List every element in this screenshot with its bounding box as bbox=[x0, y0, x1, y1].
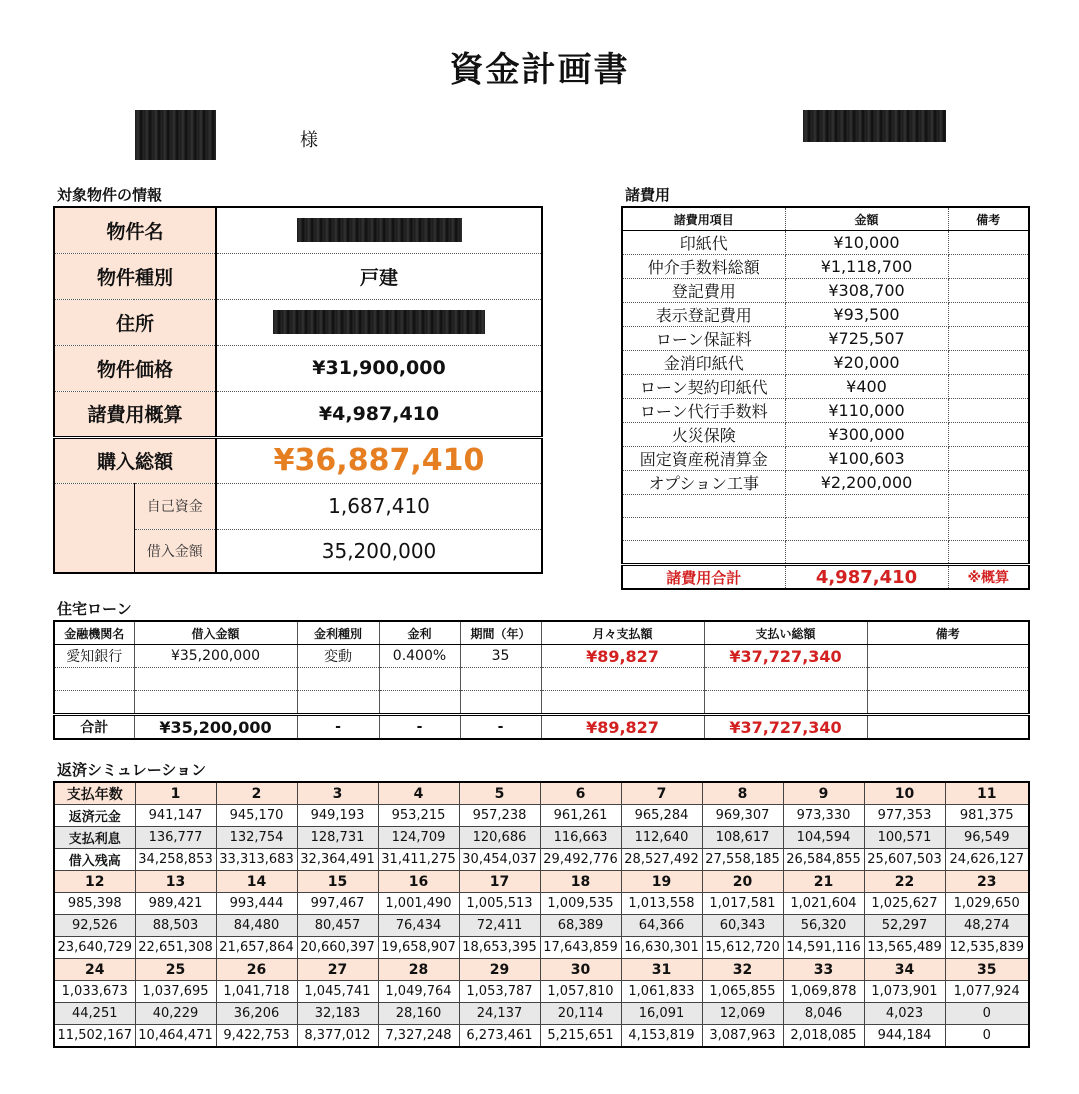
sim-cell-interest: 8,046 bbox=[783, 1003, 864, 1025]
sim-year: 16 bbox=[378, 871, 459, 893]
sim-cell-balance: 0 bbox=[945, 1025, 1029, 1048]
sim-cell-interest: 28,160 bbox=[378, 1003, 459, 1025]
sim-year: 9 bbox=[783, 782, 864, 805]
sim-cell-principal: 949,193 bbox=[297, 805, 378, 827]
fee-item-amount: ¥110,000 bbox=[785, 399, 948, 423]
sim-year: 21 bbox=[783, 871, 864, 893]
fee-item-name: 印紙代 bbox=[622, 231, 785, 255]
sim-cell-balance: 17,643,859 bbox=[540, 937, 621, 959]
loan-sum-note bbox=[867, 715, 1029, 740]
loan-header-amount: 借入金額 bbox=[134, 621, 297, 645]
sim-year: 32 bbox=[702, 959, 783, 981]
loan-sum-total: ¥37,727,340 bbox=[704, 715, 867, 740]
total-purchase-value: ¥36,887,410 bbox=[216, 437, 542, 483]
sim-year: 3 bbox=[297, 782, 378, 805]
sim-cell-principal: 1,073,901 bbox=[864, 981, 945, 1003]
sim-cell-interest: 80,457 bbox=[297, 915, 378, 937]
sim-cell-interest: 0 bbox=[945, 1003, 1029, 1025]
fee-item-note bbox=[948, 471, 1029, 495]
loan-sum-dash: - bbox=[379, 715, 460, 740]
sim-year: 8 bbox=[702, 782, 783, 805]
fee-row bbox=[622, 375, 1029, 399]
loan-bank: 愛知銀行 bbox=[54, 645, 134, 668]
loan-header-note: 備考 bbox=[867, 621, 1029, 645]
sim-year: 4 bbox=[378, 782, 459, 805]
fees-header-amount: 金額 bbox=[785, 207, 948, 231]
sim-year: 7 bbox=[621, 782, 702, 805]
sim-cell-balance: 24,626,127 bbox=[945, 849, 1029, 871]
sim-cell-interest: 72,411 bbox=[459, 915, 540, 937]
fee-row bbox=[622, 423, 1029, 447]
fees-table bbox=[621, 206, 1030, 590]
loan-sum-dash: - bbox=[297, 715, 379, 740]
sim-row-principal bbox=[54, 893, 1029, 915]
sim-cell-balance: 20,660,397 bbox=[297, 937, 378, 959]
sim-year: 11 bbox=[945, 782, 1029, 805]
fee-item-amount: ¥300,000 bbox=[785, 423, 948, 447]
sim-cell-principal: 989,421 bbox=[135, 893, 216, 915]
fees-section-title: 諸費用 bbox=[625, 186, 671, 204]
sim-cell-principal: 1,061,833 bbox=[621, 981, 702, 1003]
property-section-title: 対象物件の情報 bbox=[57, 186, 163, 204]
sim-cell-interest: 48,274 bbox=[945, 915, 1029, 937]
sim-row-years bbox=[54, 871, 1029, 893]
price-label: 物件価格 bbox=[54, 345, 216, 391]
sim-row-balance bbox=[54, 937, 1029, 959]
sim-cell-balance: 3,087,963 bbox=[702, 1025, 783, 1048]
sim-year: 29 bbox=[459, 959, 540, 981]
sim-cell-principal: 1,057,810 bbox=[540, 981, 621, 1003]
fee-item-amount: ¥10,000 bbox=[785, 231, 948, 255]
fee-item-name: 固定資産税清算金 bbox=[622, 447, 785, 471]
sim-cell-interest: 32,183 bbox=[297, 1003, 378, 1025]
sim-cell-balance: 15,612,720 bbox=[702, 937, 783, 959]
sim-row-interest bbox=[54, 827, 1029, 849]
fee-item-note bbox=[948, 231, 1029, 255]
sim-cell-principal: 1,049,764 bbox=[378, 981, 459, 1003]
sim-year: 24 bbox=[54, 959, 135, 981]
sim-cell-interest: 16,091 bbox=[621, 1003, 702, 1025]
sim-cell-principal: 945,170 bbox=[216, 805, 297, 827]
sim-cell-principal: 1,009,535 bbox=[540, 893, 621, 915]
sim-cell-interest: 76,434 bbox=[378, 915, 459, 937]
property-type-label: 物件種別 bbox=[54, 253, 216, 299]
fee-item-name bbox=[622, 518, 785, 541]
label-indent bbox=[54, 529, 134, 573]
sim-cell-interest: 20,114 bbox=[540, 1003, 621, 1025]
fee-row bbox=[622, 231, 1029, 255]
sim-year: 28 bbox=[378, 959, 459, 981]
fee-item-note bbox=[948, 447, 1029, 471]
loan-total: ¥37,727,340 bbox=[704, 645, 867, 668]
sim-cell-balance: 22,651,308 bbox=[135, 937, 216, 959]
sim-cell-interest: 96,549 bbox=[945, 827, 1029, 849]
redacted-property-name bbox=[297, 218, 462, 242]
sim-year: 17 bbox=[459, 871, 540, 893]
sim-row-years bbox=[54, 782, 1029, 805]
sim-cell-principal: 1,021,604 bbox=[783, 893, 864, 915]
sim-cell-interest: 112,640 bbox=[621, 827, 702, 849]
sim-cell-interest: 56,320 bbox=[783, 915, 864, 937]
sim-year: 19 bbox=[621, 871, 702, 893]
sim-cell-balance: 8,377,012 bbox=[297, 1025, 378, 1048]
fee-item-amount bbox=[785, 541, 948, 565]
fee-item-amount: ¥93,500 bbox=[785, 303, 948, 327]
fees-header-note: 備考 bbox=[948, 207, 1029, 231]
sim-cell-principal: 969,307 bbox=[702, 805, 783, 827]
simulation-table bbox=[53, 781, 1030, 1048]
sim-cell-principal: 1,077,924 bbox=[945, 981, 1029, 1003]
sim-cell-principal: 1,025,627 bbox=[864, 893, 945, 915]
fee-item-note bbox=[948, 303, 1029, 327]
sim-cell-interest: 120,686 bbox=[459, 827, 540, 849]
loan-sum-label: 合計 bbox=[54, 715, 134, 740]
sim-cell-principal: 997,467 bbox=[297, 893, 378, 915]
fee-item-amount: ¥1,118,700 bbox=[785, 255, 948, 279]
fee-item-note bbox=[948, 375, 1029, 399]
property-name-value bbox=[216, 207, 542, 253]
sim-row-interest bbox=[54, 915, 1029, 937]
fee-item-amount: ¥20,000 bbox=[785, 351, 948, 375]
fee-row bbox=[622, 255, 1029, 279]
fee-item-note bbox=[948, 327, 1029, 351]
sim-cell-interest: 12,069 bbox=[702, 1003, 783, 1025]
fee-item-amount: ¥725,507 bbox=[785, 327, 948, 351]
fee-item-name: 金消印紙代 bbox=[622, 351, 785, 375]
fees-total-value: 4,987,410 bbox=[785, 565, 948, 590]
loan-header-term: 期間（年） bbox=[460, 621, 541, 645]
fee-row bbox=[622, 541, 1029, 565]
sim-row-label: 支払利息 bbox=[54, 827, 135, 849]
sim-year: 13 bbox=[135, 871, 216, 893]
fees-total-label: 諸費用合計 bbox=[622, 565, 785, 590]
loan-header-total: 支払い総額 bbox=[704, 621, 867, 645]
sim-year: 12 bbox=[54, 871, 135, 893]
loan-table bbox=[53, 620, 1030, 740]
sim-cell-balance: 14,591,116 bbox=[783, 937, 864, 959]
sim-year: 35 bbox=[945, 959, 1029, 981]
own-funds-label: 自己資金 bbox=[134, 483, 216, 529]
sim-cell-principal: 1,001,490 bbox=[378, 893, 459, 915]
sim-year: 27 bbox=[297, 959, 378, 981]
own-funds-value: 1,687,410 bbox=[216, 483, 542, 529]
sim-cell-balance: 2,018,085 bbox=[783, 1025, 864, 1048]
fee-item-amount: ¥400 bbox=[785, 375, 948, 399]
sim-cell-balance: 28,527,492 bbox=[621, 849, 702, 871]
fee-item-note bbox=[948, 495, 1029, 518]
simulation-section-title: 返済シミュレーション bbox=[57, 761, 207, 779]
sim-row-label: 借入残高 bbox=[54, 849, 135, 871]
sim-cell-interest: 132,754 bbox=[216, 827, 297, 849]
sim-cell-principal: 1,037,695 bbox=[135, 981, 216, 1003]
sim-cell-interest: 92,526 bbox=[54, 915, 135, 937]
fee-item-note bbox=[948, 423, 1029, 447]
loan-section-title: 住宅ローン bbox=[57, 600, 132, 618]
sim-cell-interest: 84,480 bbox=[216, 915, 297, 937]
fee-row bbox=[622, 351, 1029, 375]
sim-cell-balance: 5,215,651 bbox=[540, 1025, 621, 1048]
sim-cell-balance: 9,422,753 bbox=[216, 1025, 297, 1048]
sim-year: 2 bbox=[216, 782, 297, 805]
sim-cell-interest: 100,571 bbox=[864, 827, 945, 849]
sim-cell-principal: 981,375 bbox=[945, 805, 1029, 827]
sim-cell-interest: 52,297 bbox=[864, 915, 945, 937]
sim-cell-balance: 12,535,839 bbox=[945, 937, 1029, 959]
loan-header-rate-type: 金利種別 bbox=[297, 621, 379, 645]
loan-sum-amount: ¥35,200,000 bbox=[134, 715, 297, 740]
sim-cell-balance: 25,607,503 bbox=[864, 849, 945, 871]
sim-cell-interest: 128,731 bbox=[297, 827, 378, 849]
sim-row-balance bbox=[54, 1025, 1029, 1048]
sim-cell-principal: 965,284 bbox=[621, 805, 702, 827]
sim-cell-interest: 116,663 bbox=[540, 827, 621, 849]
sim-cell-interest: 68,389 bbox=[540, 915, 621, 937]
sim-cell-principal: 1,041,718 bbox=[216, 981, 297, 1003]
sim-cell-principal: 941,147 bbox=[135, 805, 216, 827]
sim-cell-principal: 1,013,558 bbox=[621, 893, 702, 915]
sim-cell-balance: 7,327,248 bbox=[378, 1025, 459, 1048]
fee-item-note bbox=[948, 541, 1029, 565]
sim-year: 31 bbox=[621, 959, 702, 981]
fee-row bbox=[622, 495, 1029, 518]
loan-term: 35 bbox=[460, 645, 541, 668]
sim-cell-interest: 108,617 bbox=[702, 827, 783, 849]
fee-row bbox=[622, 399, 1029, 423]
sim-cell-interest: 64,366 bbox=[621, 915, 702, 937]
address-value bbox=[216, 299, 542, 345]
fee-item-name: ローン代行手数料 bbox=[622, 399, 785, 423]
sim-year: 22 bbox=[864, 871, 945, 893]
loan-header-bank: 金融機関名 bbox=[54, 621, 134, 645]
address-label: 住所 bbox=[54, 299, 216, 345]
fee-item-name: ローン契約印紙代 bbox=[622, 375, 785, 399]
sim-cell-principal: 961,261 bbox=[540, 805, 621, 827]
sim-cell-principal: 1,029,650 bbox=[945, 893, 1029, 915]
fee-item-name bbox=[622, 495, 785, 518]
fee-item-name: 登記費用 bbox=[622, 279, 785, 303]
sim-cell-principal: 977,353 bbox=[864, 805, 945, 827]
total-purchase-label: 購入総額 bbox=[54, 437, 216, 483]
honorific: 様 bbox=[300, 130, 318, 151]
sim-year: 6 bbox=[540, 782, 621, 805]
fee-row bbox=[622, 518, 1029, 541]
property-table bbox=[53, 206, 543, 574]
sim-cell-balance: 21,657,864 bbox=[216, 937, 297, 959]
sim-cell-balance: 31,411,275 bbox=[378, 849, 459, 871]
sim-cell-principal: 1,069,878 bbox=[783, 981, 864, 1003]
fee-item-name: 火災保険 bbox=[622, 423, 785, 447]
sim-cell-principal: 953,215 bbox=[378, 805, 459, 827]
sim-year: 18 bbox=[540, 871, 621, 893]
borrow-amount-value: 35,200,000 bbox=[216, 529, 542, 573]
sim-row-label: 支払年数 bbox=[54, 782, 135, 805]
sim-row-interest bbox=[54, 1003, 1029, 1025]
label-indent bbox=[54, 483, 134, 529]
sim-cell-balance: 23,640,729 bbox=[54, 937, 135, 959]
property-name-label: 物件名 bbox=[54, 207, 216, 253]
fee-row bbox=[622, 471, 1029, 495]
loan-monthly: ¥89,827 bbox=[541, 645, 704, 668]
loan-sum-monthly: ¥89,827 bbox=[541, 715, 704, 740]
sim-cell-principal: 1,033,673 bbox=[54, 981, 135, 1003]
sim-year: 15 bbox=[297, 871, 378, 893]
redacted-company-name bbox=[803, 110, 946, 142]
sim-year: 33 bbox=[783, 959, 864, 981]
sim-row-label: 返済元金 bbox=[54, 805, 135, 827]
fee-item-amount bbox=[785, 495, 948, 518]
redacted-customer-name bbox=[135, 110, 216, 160]
sim-row-years bbox=[54, 959, 1029, 981]
fee-item-name: 表示登記費用 bbox=[622, 303, 785, 327]
sim-year: 23 bbox=[945, 871, 1029, 893]
sim-row-principal bbox=[54, 981, 1029, 1003]
loan-header-monthly: 月々支払額 bbox=[541, 621, 704, 645]
fee-item-note bbox=[948, 518, 1029, 541]
fee-item-name: ローン保証料 bbox=[622, 327, 785, 351]
sim-cell-principal: 1,053,787 bbox=[459, 981, 540, 1003]
sim-cell-balance: 4,153,819 bbox=[621, 1025, 702, 1048]
fee-item-name: オプション工事 bbox=[622, 471, 785, 495]
sim-cell-principal: 973,330 bbox=[783, 805, 864, 827]
sim-cell-balance: 16,630,301 bbox=[621, 937, 702, 959]
sim-cell-balance: 10,464,471 bbox=[135, 1025, 216, 1048]
sim-cell-balance: 30,454,037 bbox=[459, 849, 540, 871]
loan-header-rate: 金利 bbox=[379, 621, 460, 645]
sim-cell-interest: 4,023 bbox=[864, 1003, 945, 1025]
loan-rate-type: 変動 bbox=[297, 645, 379, 668]
fees-estimate-label: 諸費用概算 bbox=[54, 391, 216, 437]
sim-cell-principal: 985,398 bbox=[54, 893, 135, 915]
sim-year: 1 bbox=[135, 782, 216, 805]
sim-cell-balance: 29,492,776 bbox=[540, 849, 621, 871]
sim-cell-balance: 944,184 bbox=[864, 1025, 945, 1048]
property-type-value: 戸建 bbox=[216, 253, 542, 299]
sim-cell-balance: 11,502,167 bbox=[54, 1025, 135, 1048]
page-title: 資金計画書 bbox=[449, 50, 630, 90]
sim-cell-principal: 1,045,741 bbox=[297, 981, 378, 1003]
sim-cell-principal: 957,238 bbox=[459, 805, 540, 827]
fees-total-note: ※概算 bbox=[948, 565, 1029, 590]
fee-item-amount: ¥2,200,000 bbox=[785, 471, 948, 495]
sim-cell-interest: 136,777 bbox=[135, 827, 216, 849]
sim-row-principal bbox=[54, 805, 1029, 827]
fee-row bbox=[622, 303, 1029, 327]
sim-cell-interest: 60,343 bbox=[702, 915, 783, 937]
sim-cell-principal: 993,444 bbox=[216, 893, 297, 915]
sim-cell-principal: 1,017,581 bbox=[702, 893, 783, 915]
fee-item-amount: ¥100,603 bbox=[785, 447, 948, 471]
loan-amount: ¥35,200,000 bbox=[134, 645, 297, 668]
sim-year: 25 bbox=[135, 959, 216, 981]
sim-year: 26 bbox=[216, 959, 297, 981]
sim-cell-interest: 36,206 bbox=[216, 1003, 297, 1025]
fees-header-item: 諸費用項目 bbox=[622, 207, 785, 231]
fee-item-amount bbox=[785, 518, 948, 541]
sim-year: 14 bbox=[216, 871, 297, 893]
sim-row-balance bbox=[54, 849, 1029, 871]
sim-cell-interest: 88,503 bbox=[135, 915, 216, 937]
fee-item-note bbox=[948, 351, 1029, 375]
sim-year: 30 bbox=[540, 959, 621, 981]
redacted-address bbox=[273, 310, 485, 334]
fee-item-note bbox=[948, 399, 1029, 423]
fee-row bbox=[622, 447, 1029, 471]
sim-cell-interest: 104,594 bbox=[783, 827, 864, 849]
sim-cell-balance: 27,558,185 bbox=[702, 849, 783, 871]
fee-item-note bbox=[948, 255, 1029, 279]
fee-item-note bbox=[948, 279, 1029, 303]
loan-note bbox=[867, 645, 1029, 668]
fee-item-amount: ¥308,700 bbox=[785, 279, 948, 303]
borrow-amount-label: 借入金額 bbox=[134, 529, 216, 573]
fee-row bbox=[622, 279, 1029, 303]
sim-year: 20 bbox=[702, 871, 783, 893]
sim-year: 34 bbox=[864, 959, 945, 981]
sim-cell-interest: 24,137 bbox=[459, 1003, 540, 1025]
sim-cell-interest: 124,709 bbox=[378, 827, 459, 849]
fees-estimate-value: ¥4,987,410 bbox=[216, 391, 542, 437]
price-value: ¥31,900,000 bbox=[216, 345, 542, 391]
fee-item-name bbox=[622, 541, 785, 565]
fee-row bbox=[622, 327, 1029, 351]
sim-cell-interest: 40,229 bbox=[135, 1003, 216, 1025]
loan-rate: 0.400% bbox=[379, 645, 460, 668]
sim-cell-balance: 33,313,683 bbox=[216, 849, 297, 871]
fee-item-name: 仲介手数料総額 bbox=[622, 255, 785, 279]
sim-cell-principal: 1,065,855 bbox=[702, 981, 783, 1003]
sim-cell-balance: 6,273,461 bbox=[459, 1025, 540, 1048]
sim-cell-interest: 44,251 bbox=[54, 1003, 135, 1025]
sim-year: 5 bbox=[459, 782, 540, 805]
loan-sum-dash: - bbox=[460, 715, 541, 740]
sim-cell-balance: 13,565,489 bbox=[864, 937, 945, 959]
sim-cell-balance: 19,658,907 bbox=[378, 937, 459, 959]
sim-cell-balance: 32,364,491 bbox=[297, 849, 378, 871]
sim-cell-balance: 34,258,853 bbox=[135, 849, 216, 871]
sim-cell-principal: 1,005,513 bbox=[459, 893, 540, 915]
sim-cell-balance: 18,653,395 bbox=[459, 937, 540, 959]
sim-year: 10 bbox=[864, 782, 945, 805]
sim-cell-balance: 26,584,855 bbox=[783, 849, 864, 871]
